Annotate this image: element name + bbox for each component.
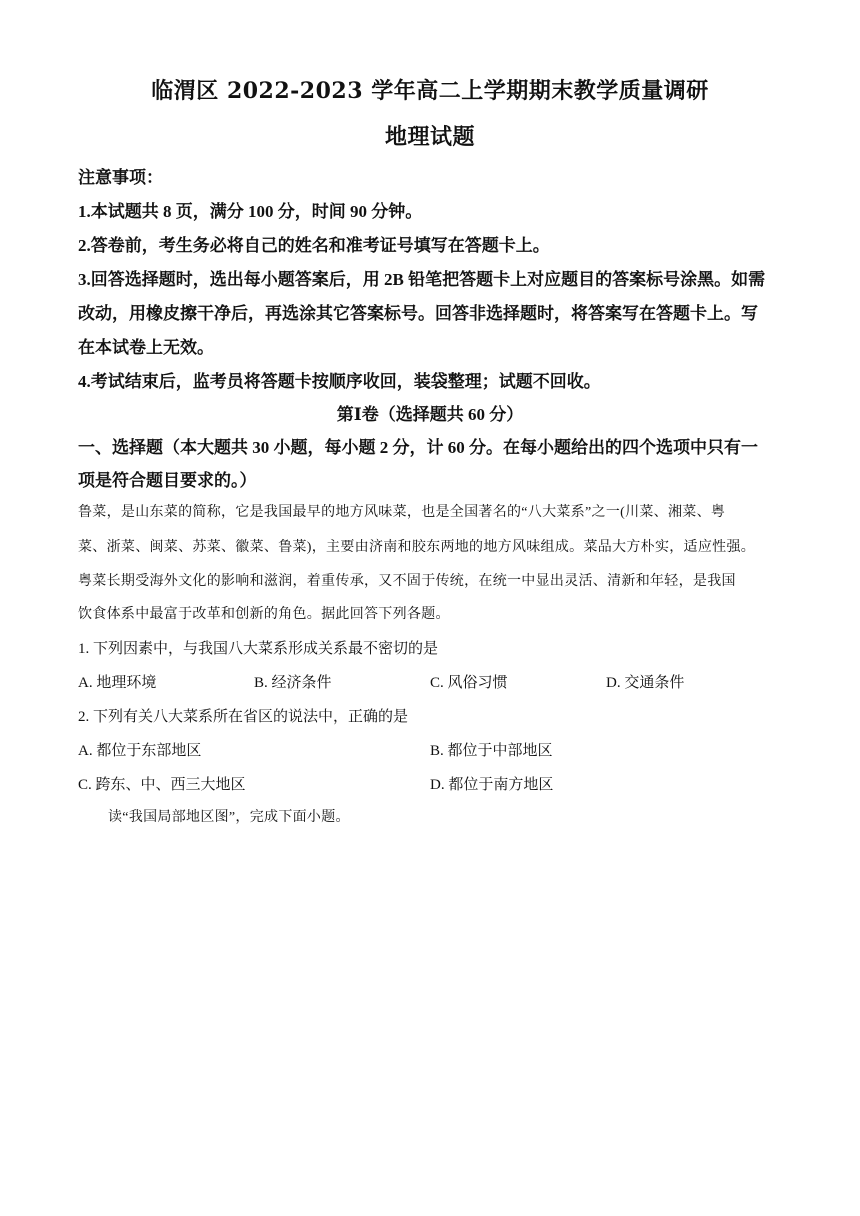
q2-option-d: D. 都位于南方地区 bbox=[430, 777, 554, 793]
page-subtitle: 地理试题 bbox=[384, 124, 475, 150]
passage-line-2: 菜、浙菜、闽菜、苏菜、徽菜、鲁菜)，主要由济南和胶东两地的地方风味组成。菜品大方朴实，适应性强。 bbox=[78, 540, 756, 555]
q1-option-d: D. 交通条件 bbox=[606, 675, 685, 691]
q2-option-a: A. 都位于东部地区 bbox=[78, 743, 202, 759]
passage-line-1: 鲁菜，是山东菜的简称，它是我国最早的地方风味菜，也是全国著名的“八大菜系”之一(川菜、湘菜、粤 bbox=[78, 505, 726, 520]
notes-item-3-line-3: 在本试卷上无效。 bbox=[78, 338, 214, 357]
notes-item-2: 2.答卷前，考生务必将自己的姓名和准考证号填写在答题卡上。 bbox=[78, 236, 550, 255]
q2-stem: 2. 下列有关八大菜系所在省区的说法中，正确的是 bbox=[78, 709, 409, 725]
notes-item-3-line-2: 改动，用橡皮擦干净后，再选涂其它答案标号。回答非选择题时，将答案写在答题卡上。写 bbox=[78, 304, 758, 323]
q1-option-a: A. 地理环境 bbox=[78, 675, 157, 691]
notes-item-1: 1.本试题共 8 页，满分 100 分，时间 90 分钟。 bbox=[78, 202, 423, 221]
passage-line-4: 饮食体系中最富于改革和创新的角色。据此回答下列各题。 bbox=[78, 607, 450, 622]
section-instruction-line-2: 项是符合题目要求的。） bbox=[78, 471, 257, 490]
q1-stem: 1. 下列因素中，与我国八大菜系形成关系最不密切的是 bbox=[78, 641, 439, 657]
section-instruction-line-1: 一、选择题（本大题共 30 小题，每小题 2 分，计 60 分。在每小题给出的四个选项中只有一 bbox=[78, 438, 758, 457]
q1-option-b: B. 经济条件 bbox=[254, 675, 332, 691]
page-title: 临渭区 2022-2023 学年高二上学期期末教学质量调研 bbox=[151, 78, 709, 104]
map-intro: 读“我国局部地区图”，完成下面小题。 bbox=[108, 810, 350, 825]
passage-line-3: 粤菜长期受海外文化的影响和滋润，着重传承，又不固于传统，在统一中显出灵活、清新和年轻，是我国 bbox=[78, 574, 736, 589]
notes-item-3-line-1: 3.回答选择题时，选出每小题答案后，用 2B 铅笔把答题卡上对应题目的答案标号涂黑。如需 bbox=[78, 270, 766, 289]
q2-option-b: B. 都位于中部地区 bbox=[430, 743, 553, 759]
notes-item-4: 4.考试结束后，监考员将答题卡按顺序收回，装袋整理；试题不回收。 bbox=[78, 372, 601, 391]
section-title: 第Ⅰ卷（选择题共 60 分） bbox=[336, 405, 524, 424]
notes-heading: 注意事项： bbox=[78, 168, 163, 187]
q1-option-c: C. 风俗习惯 bbox=[430, 675, 508, 691]
q2-option-c: C. 跨东、中、西三大地区 bbox=[78, 777, 246, 793]
